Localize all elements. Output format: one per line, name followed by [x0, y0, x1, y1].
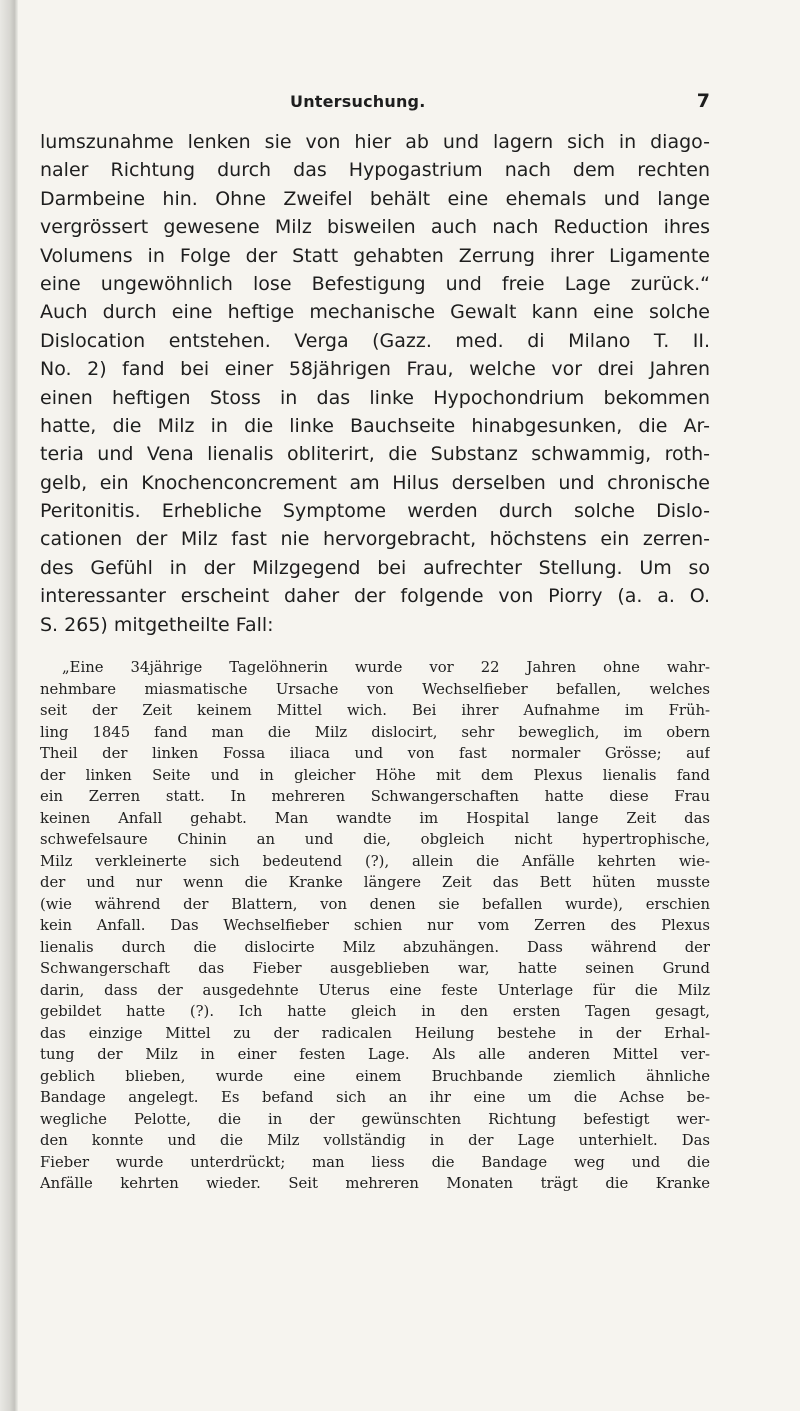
- quote-line: Anfälle kehrten wieder. Seit mehreren Monaten trägt die Kranke: [40, 1175, 710, 1192]
- quote-line: seit der Zeit keinem Mittel wich. Bei ihrer Aufnahme im Früh-: [40, 702, 710, 719]
- text-line: Dislocation entstehen. Verga (Gazz. med. di Milano T. II.: [40, 329, 710, 352]
- running-head: Untersuchung.: [290, 92, 426, 111]
- quote-line: wegliche Pelotte, die in der gewünschten Richtung befestigt wer-: [40, 1110, 710, 1128]
- text-line: gelb, ein Knochenconcrement am Hilus derselben und chronische: [40, 471, 710, 494]
- text-line: Darmbeine hin. Ohne Zweifel behält eine ehemals und lange: [40, 187, 710, 210]
- text-line: des Gefühl in der Milzgegend bei aufrechter Stellung. Um so: [40, 556, 710, 579]
- text-line: einen heftigen Stoss in das linke Hypochondrium bekommen: [40, 386, 710, 409]
- text-line: naler Richtung durch das Hypogastrium nach dem rechten: [40, 159, 710, 182]
- page-number: 7: [696, 90, 710, 112]
- text-line: vergrössert gewesene Milz bisweilen auch nach Reduction ihres: [40, 216, 710, 239]
- quote-line: Theil der linken Fossa iliaca und von fast normaler Grösse; auf: [40, 745, 710, 762]
- text-line: eine ungewöhnlich lose Befestigung und freie Lage zurück.“: [40, 272, 710, 295]
- text-line: S. 265) mitgetheilte Fall:: [40, 613, 274, 636]
- quote-line: Fieber wurde unterdrückt; man liess die Bandage weg und die: [40, 1153, 710, 1171]
- quote-line: ling 1845 fand man die Milz dislocirt, sehr beweglich, im obern: [40, 723, 710, 741]
- quote-line: nehmbare miasmatische Ursache von Wechselfieber befallen, welches: [40, 680, 710, 698]
- quote-line: der linken Seite und in gleicher Höhe mit dem Plexus lienalis fand: [40, 766, 710, 784]
- main-paragraph: [40, 128, 710, 639]
- quote-line: „Eine 34jährige Tagelöhnerin wurde vor 22 Jahren ohne wahr-: [62, 659, 710, 676]
- quote-line: Schwangerschaft das Fieber ausgeblieben war, hatte seinen Grund: [40, 960, 710, 977]
- text-line: lumszunahme lenken sie von hier ab und lagern sich in diago-: [40, 131, 710, 153]
- quote-line: geblich blieben, wurde eine einem Bruchbande ziemlich ähnliche: [40, 1067, 710, 1085]
- text-line: cationen der Milz fast nie hervorgebracht, höchstens ein zerren-: [40, 528, 710, 551]
- quote-line: (wie während der Blattern, von denen sie befallen wurde), erschien: [40, 895, 710, 913]
- text-line: Volumens in Folge der Statt gehabten Zerrung ihrer Ligamente: [40, 244, 710, 267]
- quote-line: das einzige Mittel zu der radicalen Heilung bestehe in der Erhal-: [40, 1024, 710, 1042]
- text-line: Peritonitis. Erhebliche Symptome werden durch solche Dislo-: [40, 500, 710, 523]
- case-quote: [40, 657, 710, 1195]
- page-header: [290, 92, 710, 116]
- text-line: teria und Vena lienalis obliterirt, die Substanz schwammig, roth-: [40, 443, 710, 466]
- quote-line: keinen Anfall gehabt. Man wandte im Hospital lange Zeit das: [40, 809, 710, 827]
- quote-line: tung der Milz in einer festen Lage. Als alle anderen Mittel ver-: [40, 1046, 710, 1063]
- text-line: No. 2) fand bei einer 58jährigen Frau, welche vor drei Jahren: [40, 358, 710, 381]
- quote-line: ein Zerren statt. In mehreren Schwangerschaften hatte diese Frau: [40, 788, 710, 805]
- quote-line: Bandage angelegt. Es befand sich an ihr eine um die Achse be-: [40, 1089, 710, 1106]
- text-line: hatte, die Milz in die linke Bauchseite hinabgesunken, die Ar-: [40, 414, 710, 437]
- quote-line: darin, dass der ausgedehnte Uterus eine feste Unterlage für die Milz: [40, 981, 710, 999]
- text-line: Auch durch eine heftige mechanische Gewalt kann eine solche: [40, 301, 710, 324]
- quote-line: den konnte und die Milz vollständig in der Lage unterhielt. Das: [40, 1132, 710, 1149]
- quote-line: der und nur wenn die Kranke längere Zeit das Bett hüten musste: [40, 874, 710, 891]
- quote-line: Milz verkleinerte sich bedeutend (?), allein die Anfälle kehrten wie-: [40, 852, 710, 870]
- quote-line: gebildet hatte (?). Ich hatte gleich in den ersten Tagen gesagt,: [40, 1003, 710, 1020]
- quote-line: lienalis durch die dislocirte Milz abzuhängen. Dass während der: [40, 938, 710, 956]
- quote-line: kein Anfall. Das Wechselfieber schien nur vom Zerren des Plexus: [40, 917, 710, 934]
- page-gutter: [0, 0, 18, 1411]
- quote-line: schwefelsaure Chinin an und die, obgleich nicht hypertrophische,: [40, 831, 710, 848]
- text-line: interessanter erscheint daher der folgende von Piorry (a. a. O.: [40, 585, 710, 608]
